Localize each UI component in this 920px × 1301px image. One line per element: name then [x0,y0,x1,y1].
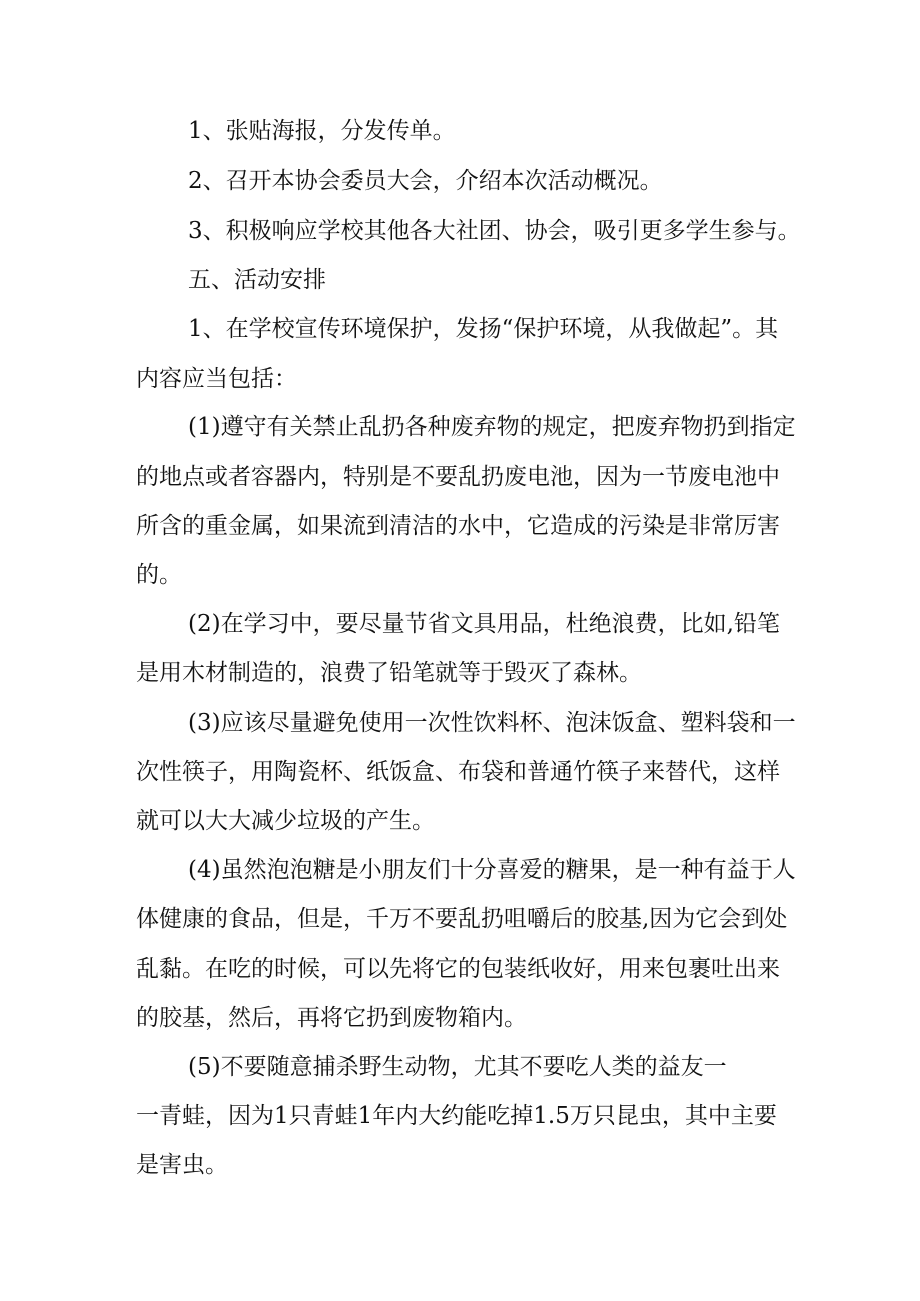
text-line: 乱黏。在吃的时候，可以先将它的包装纸收好，用来包裹吐出来 [136,956,780,982]
text-line: (1)遵守有关禁止乱扔各种废弃物的规定，把废弃物扔到指定 [188,414,796,440]
text-line: 2、召开本协会委员大会，介绍本次活动概况。 [188,168,663,194]
text-line: (2)在学习中，要尽量节省文具用品，杜绝浪费，比如,铅笔 [188,611,780,637]
text-line: 次性筷子，用陶瓷杯、纸饭盒、布袋和普通竹筷子来替代，这样 [136,759,780,785]
text-line: 所含的重金属，如果流到清洁的水中，它造成的污染是非常厉害 [136,513,780,539]
text-line: (3)应该尽量避免使用一次性饮料杯、泡沫饭盒、塑料袋和一 [188,710,796,736]
text-line: 的地点或者容器内，特别是不要乱扔废电池，因为一节废电池中 [136,464,780,490]
text-line: (5)不要随意捕杀野生动物，尤其不要吃人类的益友一 [188,1054,727,1080]
text-line: 1、张贴海报，分发传单。 [188,118,456,144]
text-line: 1、在学校宣传环境保护，发扬“保护环境，从我做起”。其 [188,316,779,342]
text-line: (4)虽然泡泡糖是小朋友们十分喜爱的糖果，是一种有益于人 [188,857,796,883]
text-line: 是害虫。 [136,1152,228,1178]
text-line: 内容应当包括： [136,366,297,392]
text-line: 的胶基，然后，再将它扔到废物箱内。 [136,1005,527,1031]
text-line: 一青蛙，因为1只青蛙1年内大约能吃掉1.5万只昆虫，其中主要 [136,1103,777,1129]
text-line: 的。 [136,562,182,588]
text-line: 3、积极响应学校其他各大社团、协会，吸引更多学生参与。 [188,218,801,244]
section-heading: 五、活动安排 [188,267,326,293]
text-line: 是用木材制造的，浪费了铅笔就等于毁灭了森林。 [136,660,642,686]
text-line: 就可以大大减少垃圾的产生。 [136,808,435,834]
text-line: 体健康的食品，但是，千万不要乱扔咀嚼后的胶基,因为它会到处 [136,906,788,932]
